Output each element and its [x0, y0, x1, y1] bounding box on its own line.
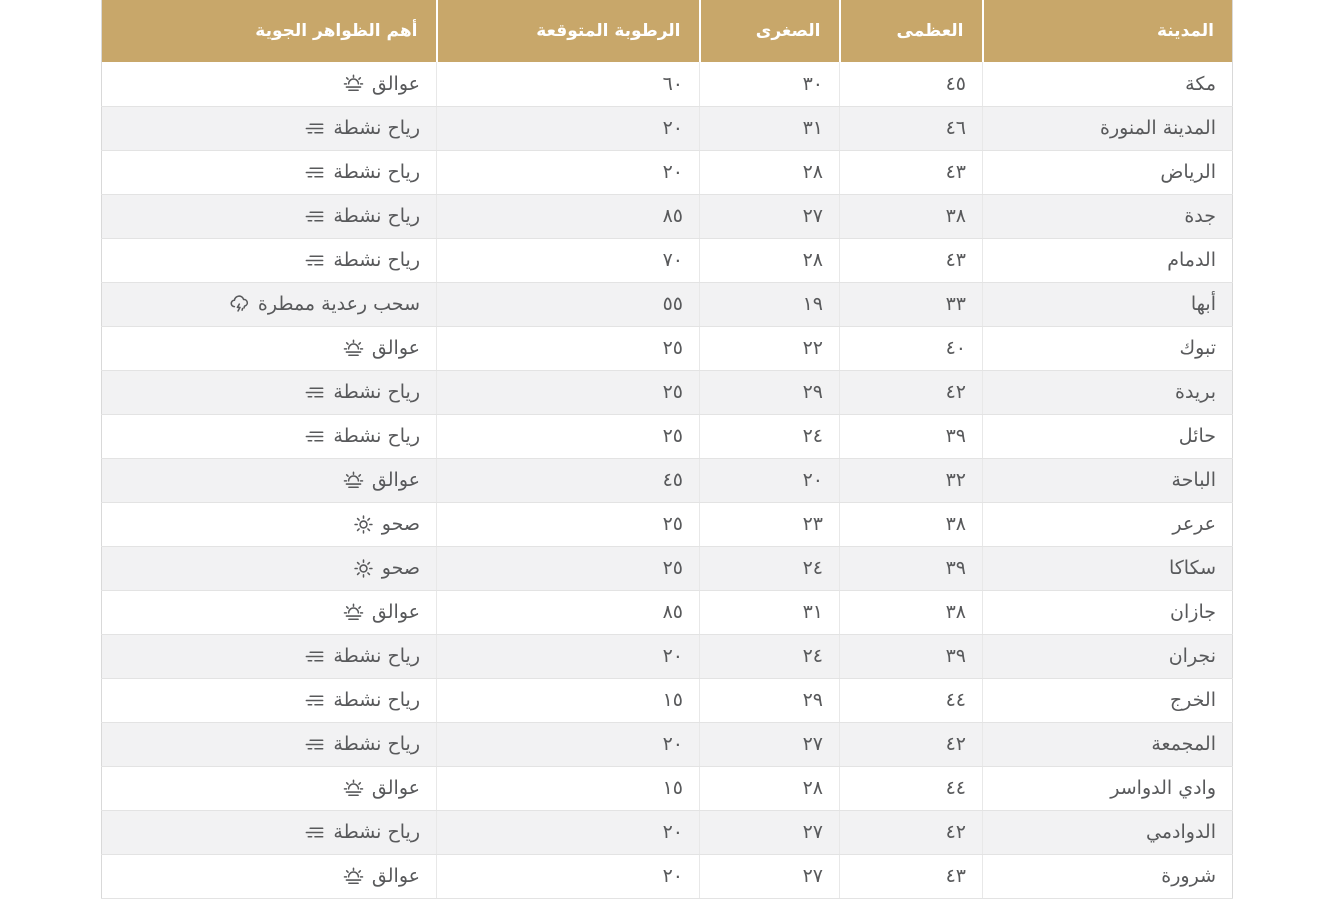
- column-header-max-temp: العظمى: [840, 0, 983, 62]
- phenomena-cell: [102, 326, 437, 370]
- humidity-cell: ٢٠: [437, 150, 700, 194]
- phenomenon-label: رياح نشطة: [333, 425, 420, 447]
- max-temp-cell: ٤٠: [840, 326, 983, 370]
- phenomenon-label: صحو: [381, 513, 420, 535]
- min-temp-cell: ٢٢: [700, 326, 840, 370]
- city-cell: حائل: [983, 414, 1233, 458]
- table-row: [102, 458, 1233, 502]
- humidity-cell: ٥٥: [437, 282, 700, 326]
- humidity-cell: ٧٠: [437, 238, 700, 282]
- phenomenon-label: رياح نشطة: [333, 117, 420, 139]
- table-row: [102, 238, 1233, 282]
- humidity-cell: ٢٥: [437, 546, 700, 590]
- min-temp-cell: ٢٤: [700, 546, 840, 590]
- city-cell: جدة: [983, 194, 1233, 238]
- wind-icon: [303, 645, 326, 668]
- phenomena-cell: [102, 854, 437, 898]
- phenomenon-label: عوالق: [371, 865, 420, 887]
- humidity-cell: ١٥: [437, 678, 700, 722]
- min-temp-cell: ٢٨: [700, 150, 840, 194]
- table-row: [102, 766, 1233, 810]
- phenomena-content: [108, 459, 420, 502]
- city-cell: سكاكا: [983, 546, 1233, 590]
- wind-icon: [303, 249, 326, 272]
- phenomenon-label: رياح نشطة: [333, 645, 420, 667]
- max-temp-cell: ٣٩: [840, 546, 983, 590]
- min-temp-cell: ٢٧: [700, 194, 840, 238]
- phenomena-content: [108, 767, 420, 810]
- table-row: [102, 678, 1233, 722]
- header-row: [102, 0, 1233, 62]
- humidity-cell: ١٥: [437, 766, 700, 810]
- min-temp-cell: ٢٣: [700, 502, 840, 546]
- max-temp-cell: ٤٣: [840, 854, 983, 898]
- phenomena-content: [108, 855, 420, 898]
- min-temp-cell: ٣٠: [700, 62, 840, 106]
- humidity-cell: ٢٥: [437, 370, 700, 414]
- city-cell: بريدة: [983, 370, 1233, 414]
- phenomena-content: [108, 415, 420, 458]
- wind-icon: [303, 733, 326, 756]
- city-cell: الرياض: [983, 150, 1233, 194]
- min-temp-cell: ٢٧: [700, 854, 840, 898]
- table-row: [102, 106, 1233, 150]
- phenomenon-label: رياح نشطة: [333, 821, 420, 843]
- phenomenon-label: عوالق: [371, 601, 420, 623]
- max-temp-cell: ٣٩: [840, 634, 983, 678]
- humidity-cell: ٢٠: [437, 634, 700, 678]
- column-header-phenomena: أهم الظواهر الجوية: [102, 0, 437, 62]
- city-cell: مكة: [983, 62, 1233, 106]
- max-temp-cell: ٤٢: [840, 722, 983, 766]
- min-temp-cell: ٣١: [700, 106, 840, 150]
- phenomena-content: [108, 151, 420, 194]
- table-row: [102, 546, 1233, 590]
- table-row: [102, 194, 1233, 238]
- min-temp-cell: ٢٨: [700, 766, 840, 810]
- min-temp-cell: ٢٧: [700, 722, 840, 766]
- phenomena-cell: [102, 546, 437, 590]
- min-temp-cell: ٢٤: [700, 414, 840, 458]
- city-cell: عرعر: [983, 502, 1233, 546]
- table-row: [102, 150, 1233, 194]
- phenomena-content: [108, 107, 420, 150]
- max-temp-cell: ٤٢: [840, 370, 983, 414]
- max-temp-cell: ٤٣: [840, 150, 983, 194]
- phenomena-cell: [102, 678, 437, 722]
- min-temp-cell: ٢٩: [700, 678, 840, 722]
- phenomenon-label: سحب رعدية ممطرة: [257, 293, 420, 315]
- phenomena-cell: [102, 766, 437, 810]
- max-temp-cell: ٣٢: [840, 458, 983, 502]
- column-header-min-temp: الصغرى: [700, 0, 840, 62]
- phenomena-cell: [102, 282, 437, 326]
- wind-icon: [303, 425, 326, 448]
- haze-sun-icon: [342, 337, 365, 360]
- phenomena-cell: [102, 502, 437, 546]
- phenomenon-label: عوالق: [371, 469, 420, 491]
- haze-sun-icon: [342, 469, 365, 492]
- phenomenon-label: رياح نشطة: [333, 161, 420, 183]
- wind-icon: [303, 117, 326, 140]
- phenomena-content: [108, 723, 420, 766]
- phenomena-cell: [102, 370, 437, 414]
- min-temp-cell: ٢٨: [700, 238, 840, 282]
- phenomena-cell: [102, 458, 437, 502]
- max-temp-cell: ٤٥: [840, 62, 983, 106]
- phenomena-content: [108, 283, 420, 326]
- phenomenon-label: رياح نشطة: [333, 249, 420, 271]
- table-row: [102, 634, 1233, 678]
- phenomena-content: [108, 195, 420, 238]
- city-cell: المدينة المنورة: [983, 106, 1233, 150]
- humidity-cell: ٢٠: [437, 810, 700, 854]
- min-temp-cell: ٢٠: [700, 458, 840, 502]
- phenomenon-label: عوالق: [371, 777, 420, 799]
- wind-icon: [303, 205, 326, 228]
- weather-forecast-table: [101, 0, 1233, 899]
- city-cell: شرورة: [983, 854, 1233, 898]
- phenomena-content: [108, 371, 420, 414]
- max-temp-cell: ٤٤: [840, 678, 983, 722]
- phenomena-content: [108, 503, 420, 546]
- table-row: [102, 502, 1233, 546]
- table-body: [102, 62, 1233, 898]
- humidity-cell: ٢٥: [437, 502, 700, 546]
- phenomena-content: [108, 679, 420, 722]
- min-temp-cell: ٢٧: [700, 810, 840, 854]
- phenomenon-label: صحو: [381, 557, 420, 579]
- wind-icon: [303, 381, 326, 404]
- table-row: [102, 370, 1233, 414]
- min-temp-cell: ٢٩: [700, 370, 840, 414]
- city-cell: جازان: [983, 590, 1233, 634]
- phenomenon-label: رياح نشطة: [333, 205, 420, 227]
- phenomena-content: [108, 62, 420, 106]
- max-temp-cell: ٤٦: [840, 106, 983, 150]
- city-cell: الدمام: [983, 238, 1233, 282]
- table-row: [102, 722, 1233, 766]
- thunderstorm-icon: [228, 293, 251, 316]
- phenomena-cell: [102, 590, 437, 634]
- phenomena-cell: [102, 194, 437, 238]
- phenomenon-label: عوالق: [371, 72, 420, 95]
- phenomena-cell: [102, 106, 437, 150]
- humidity-cell: ٦٠: [437, 62, 700, 106]
- phenomena-cell: [102, 238, 437, 282]
- haze-sun-icon: [342, 601, 365, 624]
- weather-forecast-table-container: [102, 0, 1233, 899]
- table-row: [102, 282, 1233, 326]
- wind-icon: [303, 689, 326, 712]
- max-temp-cell: ٤٤: [840, 766, 983, 810]
- phenomenon-label: رياح نشطة: [333, 381, 420, 403]
- humidity-cell: ٨٥: [437, 590, 700, 634]
- table-header: [102, 0, 1233, 62]
- max-temp-cell: ٣٨: [840, 590, 983, 634]
- phenomena-content: [108, 327, 420, 370]
- haze-sun-icon: [342, 777, 365, 800]
- sun-icon: [352, 513, 375, 536]
- min-temp-cell: ٢٤: [700, 634, 840, 678]
- haze-sun-icon: [342, 865, 365, 888]
- min-temp-cell: ٣١: [700, 590, 840, 634]
- max-temp-cell: ٤٢: [840, 810, 983, 854]
- phenomenon-label: رياح نشطة: [333, 733, 420, 755]
- max-temp-cell: ٣٨: [840, 194, 983, 238]
- phenomena-cell: [102, 150, 437, 194]
- phenomenon-label: عوالق: [371, 337, 420, 359]
- city-cell: الدوادمي: [983, 810, 1233, 854]
- haze-sun-icon: [342, 72, 365, 95]
- humidity-cell: ٢٠: [437, 722, 700, 766]
- humidity-cell: ٢٥: [437, 326, 700, 370]
- city-cell: وادي الدواسر: [983, 766, 1233, 810]
- max-temp-cell: ٣٨: [840, 502, 983, 546]
- table-row: [102, 854, 1233, 898]
- phenomena-content: [108, 239, 420, 282]
- phenomena-content: [108, 811, 420, 854]
- phenomena-cell: [102, 634, 437, 678]
- table-row: [102, 414, 1233, 458]
- table-row: [102, 326, 1233, 370]
- column-header-city: المدينة: [983, 0, 1233, 62]
- city-cell: الباحة: [983, 458, 1233, 502]
- city-cell: نجران: [983, 634, 1233, 678]
- phenomena-cell: [102, 810, 437, 854]
- humidity-cell: ٤٥: [437, 458, 700, 502]
- humidity-cell: ٢٠: [437, 854, 700, 898]
- phenomena-cell: [102, 414, 437, 458]
- city-cell: الخرج: [983, 678, 1233, 722]
- table-row: [102, 62, 1233, 106]
- max-temp-cell: ٤٣: [840, 238, 983, 282]
- max-temp-cell: ٣٩: [840, 414, 983, 458]
- wind-icon: [303, 161, 326, 184]
- sun-icon: [352, 557, 375, 580]
- humidity-cell: ٨٥: [437, 194, 700, 238]
- table-row: [102, 590, 1233, 634]
- max-temp-cell: ٣٣: [840, 282, 983, 326]
- min-temp-cell: ١٩: [700, 282, 840, 326]
- city-cell: أبها: [983, 282, 1233, 326]
- column-header-humidity: الرطوبة المتوقعة: [437, 0, 700, 62]
- city-cell: تبوك: [983, 326, 1233, 370]
- humidity-cell: ٢٠: [437, 106, 700, 150]
- wind-icon: [303, 821, 326, 844]
- humidity-cell: ٢٥: [437, 414, 700, 458]
- phenomena-content: [108, 547, 420, 590]
- phenomenon-label: رياح نشطة: [333, 689, 420, 711]
- table-row: [102, 810, 1233, 854]
- phenomena-content: [108, 635, 420, 678]
- city-cell: المجمعة: [983, 722, 1233, 766]
- phenomena-cell: [102, 722, 437, 766]
- phenomena-cell: [102, 62, 437, 106]
- phenomena-content: [108, 591, 420, 634]
